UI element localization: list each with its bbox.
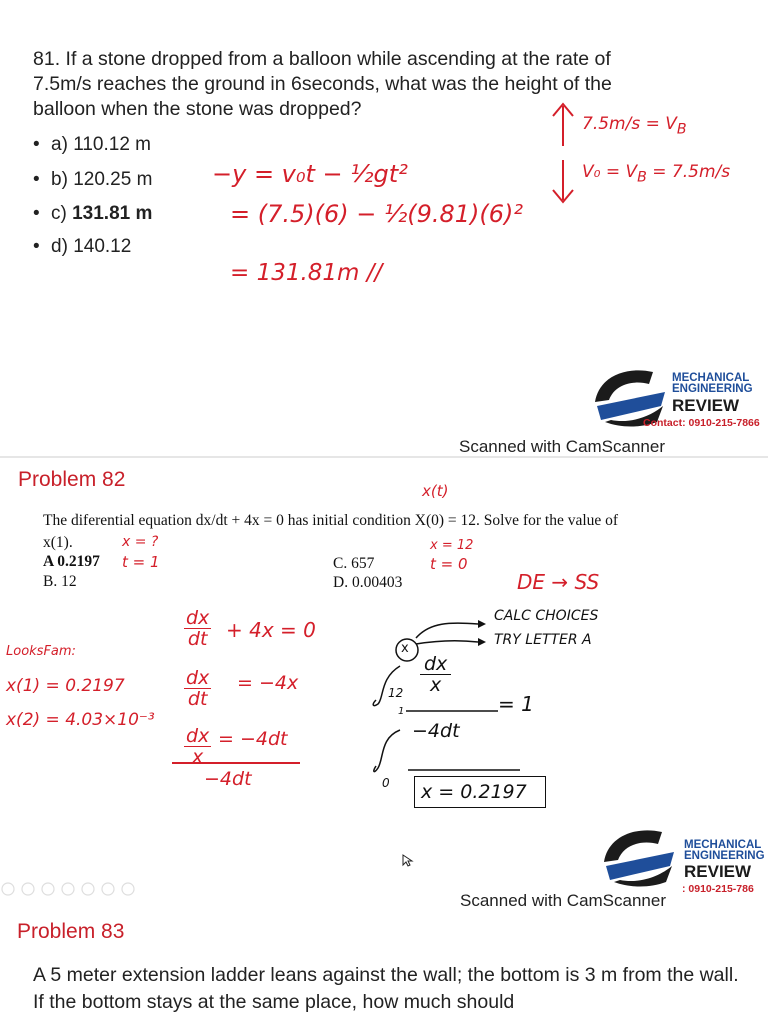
- note-x-unknown: x = ?: [122, 534, 159, 550]
- handwritten-equation-1: −y = v₀t − ½gt²: [212, 160, 408, 188]
- question-82-line1: The diferential equation dx/dt + 4x = 0 has initial condition X(0) = 12. Solve for the value of: [43, 512, 619, 529]
- deriv-eq-4: −4dt: [204, 768, 252, 790]
- option-d: • d) 140.12: [33, 236, 132, 257]
- option-b: • b) 120.25 m: [33, 169, 153, 190]
- circled-x: x: [401, 641, 409, 656]
- note-x2: x(2) = 4.03×10⁻³: [6, 710, 155, 730]
- option-a: • a) 110.12 m: [33, 134, 151, 155]
- handwritten-answer: = 131.81m //: [230, 260, 383, 286]
- camscanner-watermark: Scanned with CamScanner: [460, 891, 667, 910]
- option-c: • c) 131.81 m: [33, 203, 153, 224]
- bullet-icon: •: [33, 236, 40, 257]
- choice-b: B. 12: [43, 573, 77, 590]
- camscanner-watermark: Scanned with CamScanner: [459, 437, 666, 456]
- fraction-bar: [172, 760, 304, 766]
- choice-d: D. 0.00403: [333, 574, 403, 591]
- page-problem-83: [0, 910, 768, 1024]
- logo-title: MECHANICAL ENGINEERING: [672, 372, 753, 395]
- note-x12: x = 12: [430, 538, 474, 553]
- choice-a: A 0.2197: [43, 553, 100, 570]
- note-looks: LooksFam:: [6, 644, 76, 659]
- note-xt: x(t): [422, 482, 449, 500]
- note-x1: x(1) = 0.2197: [6, 676, 125, 696]
- integral-lower-0: 0: [382, 776, 390, 790]
- logo-contact: Contact: 0910-215-7866: [643, 417, 760, 429]
- handwritten-initial-velocity-note: $V_0 = V_B = 7.5m/s$: [582, 162, 731, 186]
- velocity-arrow-diagram: [548, 98, 578, 208]
- choice-c: C. 657: [333, 555, 375, 572]
- bullet-icon: •: [33, 203, 40, 224]
- handwritten-equation-2: = (7.5)(6) − ½(9.81)(6)²: [230, 200, 524, 228]
- note-calc-choices: CALC CHOICES: [494, 608, 599, 624]
- deriv-eq-3: dx x: [186, 725, 210, 768]
- bullet-icon: •: [33, 169, 40, 190]
- integral-lower-expr: −4dt: [412, 720, 460, 742]
- deriv-eq-3-rhs: = −4dt: [218, 728, 288, 750]
- pointer-cursor-icon: [402, 854, 414, 868]
- note-try-letter: TRY LETTER A: [494, 632, 592, 648]
- deriv-eq-2: dx dt: [186, 667, 210, 710]
- deriv-eq-1-rhs: + 4x = 0: [226, 618, 316, 642]
- integral-upper-1: 1: [398, 706, 405, 717]
- boxed-answer: x = 0.2197: [414, 776, 546, 808]
- page-problem-81: [0, 0, 768, 456]
- note-t1: t = 1: [122, 553, 160, 571]
- faint-toolbar-icons: [0, 880, 140, 898]
- integral-upper-12: 12: [388, 686, 404, 700]
- page-problem-82: [0, 458, 768, 910]
- integrand-fraction: dx x: [420, 654, 451, 695]
- note-t0: t = 0: [430, 555, 468, 573]
- note-de-ss: DE → SS: [517, 570, 600, 594]
- ems-logo-icon: [600, 822, 680, 888]
- logo-title: MECHANICAL ENGINEERING: [684, 839, 765, 862]
- question-82-line2: x(1).: [43, 534, 73, 551]
- problem-83-title: Problem 83: [17, 920, 125, 943]
- handwritten-velocity-note: $7.5m/s = V_B$: [582, 114, 687, 138]
- question-81: 81. If a stone dropped from a balloon while ascending at the rate of 7.5m/s reaches the ground in 6seconds, what was the height of the balloon when the stone was dropped?: [33, 48, 612, 120]
- integral-equals-1: = 1: [498, 692, 534, 716]
- deriv-eq-1: dx dt: [186, 607, 210, 650]
- problem-82-title: Problem 82: [18, 468, 126, 491]
- deriv-eq-2-rhs: = −4x: [237, 672, 299, 694]
- logo-review: REVIEW: [672, 396, 740, 415]
- logo-contact: : 0910-215-786: [682, 883, 754, 895]
- logo-review: REVIEW: [684, 862, 752, 881]
- bullet-icon: •: [33, 134, 40, 155]
- question-83: A 5 meter extension ladder leans against the wall; the bottom is 3 m from the wall. If the bottom stays at the same place, how much should: [33, 964, 739, 1013]
